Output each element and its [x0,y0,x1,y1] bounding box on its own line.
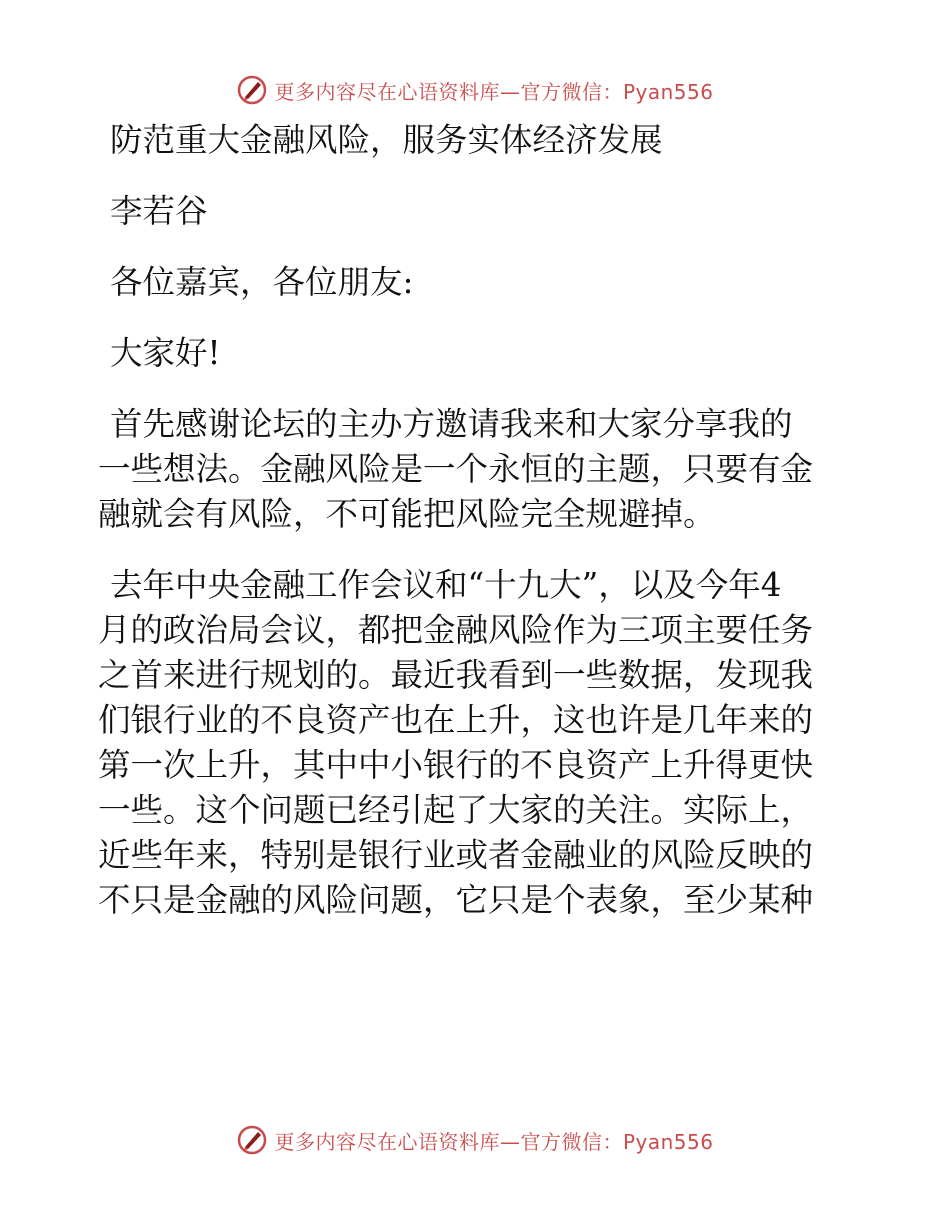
paragraph-2 [98,563,850,923]
paragraph-line: 第一次上升，其中中小银行的不良资产上升得更快 [98,746,814,784]
paragraph-line: 首先感谢论坛的主办方邀请我来和大家分享我的 [110,405,793,443]
paragraph-line: 月的政治局会议，都把金融风险作为三项主要任务 [98,611,814,649]
hello-block [98,331,850,376]
document-author: 李若谷 [110,192,208,230]
paragraph-line: 去年中央金融工作会议和“十九大”，以及今年4 [110,566,782,604]
paragraph-line: 近些年来，特别是银行业或者金融业的风险反映的 [98,836,814,874]
watermark-text: 更多内容尽在心语资料库—官方微信：Pyan556 [274,1129,714,1154]
quill-logo-icon [236,1124,268,1156]
document-body [98,118,850,949]
hello-line: 大家好! [110,334,221,372]
paragraph-line: 们银行业的不良资产也在上升，这也许是几年来的 [98,701,814,739]
paragraph-line: 融就会有风险，不可能把风险完全规避掉。 [98,495,716,533]
paragraph-line: 一些。这个问题已经引起了大家的关注。实际上， [98,791,814,829]
author-block [98,189,850,234]
paragraph-line: 一些想法。金融风险是一个永恒的主题，只要有金 [98,450,814,488]
quill-logo-icon [236,74,268,106]
paragraph-1 [98,402,850,537]
watermark-text: 更多内容尽在心语资料库—官方微信：Pyan556 [274,79,714,104]
greeting-line: 各位嘉宾，各位朋友: [110,263,414,301]
paragraph-line: 不只是金融的风险问题，它只是个表象，至少某种 [98,881,814,919]
document-title-block [98,118,850,163]
document-title: 防范重大金融风险，服务实体经济发展 [110,121,663,159]
greeting-block [98,260,850,305]
footer-watermark-banner [0,1120,950,1160]
paragraph-line: 之首来进行规划的。最近我看到一些数据，发现我 [98,656,814,694]
header-watermark-banner [0,70,950,110]
